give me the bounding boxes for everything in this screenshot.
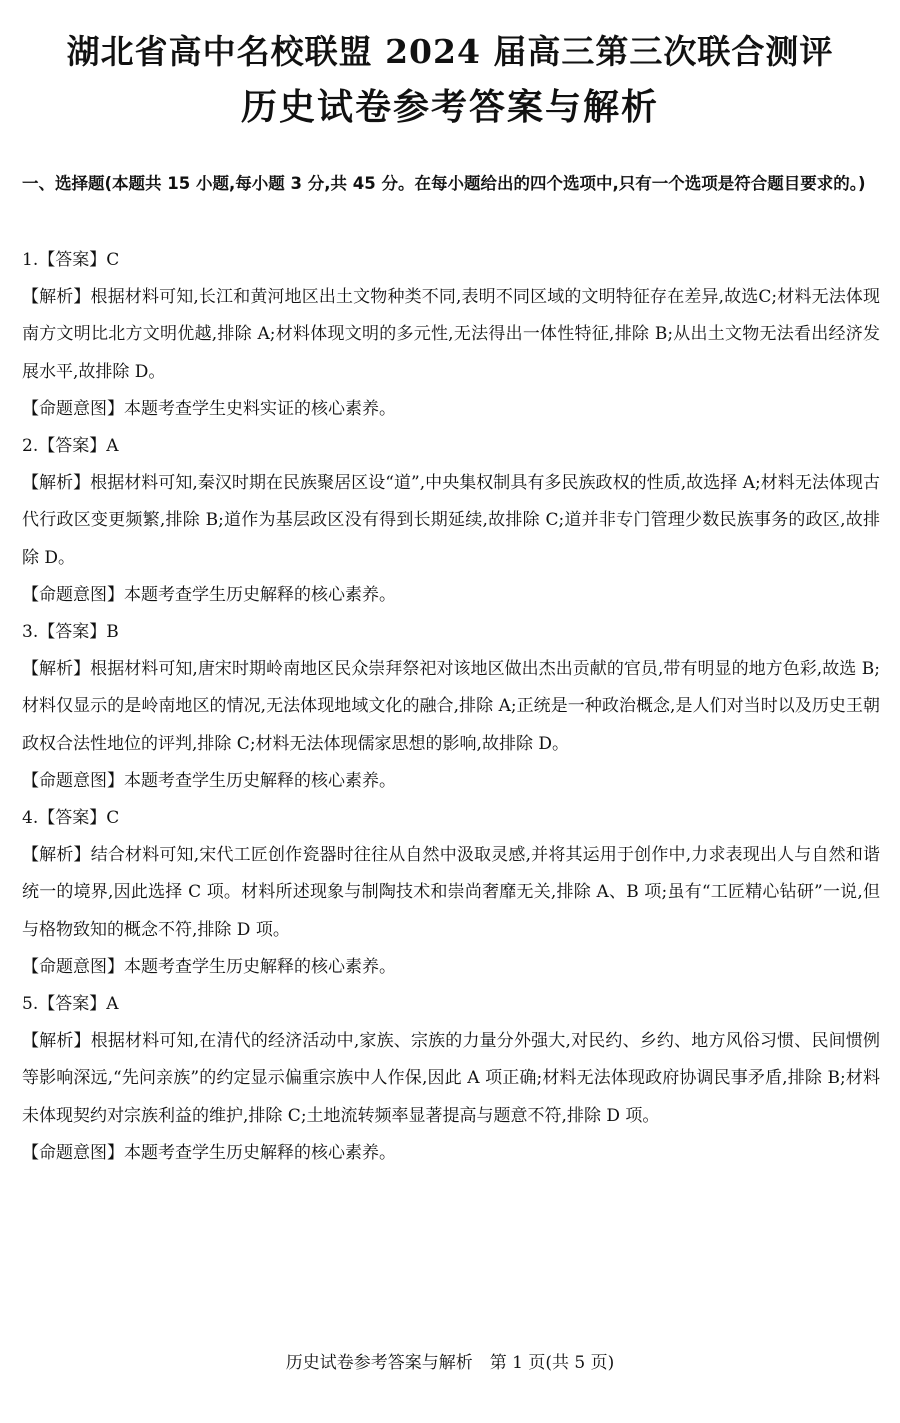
- exam-title: 湖北省高中名校联盟 2024 届高三第三次联合测评: [66, 32, 834, 71]
- analysis-paragraph: 【解析】结合材料可知,宋代工匠创作瓷器时往往从自然中汲取灵感,并将其运用于创作中,力求表现出人与自然和谐统一的境界,因此选择 C 项。材料所述现象与制陶技术和崇尚奢靡无关,排除 A、B 项;虽有“工匠精心钻研”一说,但与格物致知的概念不符,排除 D 项。: [22, 845, 880, 940]
- answer-item-3: [22, 614, 880, 800]
- answer-line: 3.【答案】B: [22, 622, 119, 643]
- document-subtitle: 历史试卷参考答案与解析: [240, 87, 659, 128]
- answer-line: 5.【答案】A: [22, 994, 119, 1015]
- analysis-paragraph: 【解析】根据材料可知,长江和黄河地区出土文物种类不同,表明不同区域的文明特征存在差异,故选C;材料无法体现南方文明比北方文明优越,排除 A;材料体现文明的多元性,无法得出一体性特征,排除 B;从出土文物无法看出经济发展水平,故排除 D。: [22, 287, 880, 382]
- intent-line: 【命题意图】本题考查学生历史解释的核心素养。: [22, 1142, 396, 1163]
- section-heading: 一、选择题(本题共 15 小题,每小题 3 分,共 45 分。在每小题给出的四个选项中,只有一个选项是符合题目要求的。): [22, 174, 866, 193]
- page-footer: 历史试卷参考答案与解析 第 1 页(共 5 页): [285, 1353, 615, 1373]
- intent-line: 【命题意图】本题考查学生历史解释的核心素养。: [22, 956, 396, 977]
- intent-line: 【命题意图】本题考查学生历史解释的核心素养。: [22, 584, 396, 605]
- intent-line: 【命题意图】本题考查学生史料实证的核心素养。: [22, 398, 396, 419]
- answer-item-1: [22, 242, 880, 428]
- answer-line: 2.【答案】A: [22, 436, 119, 457]
- analysis-paragraph: 【解析】根据材料可知,在清代的经济活动中,家族、宗族的力量分外强大,对民约、乡约、地方风俗习惯、民间惯例等影响深远,“先问亲族”的约定显示偏重宗族中人作保,因此 A 项正确;材料无法体现政府协调民事矛盾,排除 B;材料未体现契约对宗族利益的维护,排除 C;土地流转频率显著提高与题意不符,排除 D 项。: [22, 1031, 880, 1126]
- answer-line: 4.【答案】C: [22, 808, 120, 829]
- answer-item-4: [22, 800, 880, 986]
- answer-item-2: [22, 428, 880, 614]
- answer-item-5: [22, 986, 880, 1172]
- analysis-paragraph: 【解析】根据材料可知,唐宋时期岭南地区民众崇拜祭祀对该地区做出杰出贡献的官员,带有明显的地方色彩,故选 B;材料仅显示的是岭南地区的情况,无法体现地域文化的融合,排除 A;正统是一种政治概念,是人们对当时以及历史王朝政权合法性地位的评判,排除 C;材料无法体现儒家思想的影响,故排除 D。: [22, 659, 880, 754]
- answers-content: [22, 242, 880, 1172]
- intent-line: 【命题意图】本题考查学生历史解释的核心素养。: [22, 770, 396, 791]
- answer-line: 1.【答案】C: [22, 250, 120, 270]
- analysis-paragraph: 【解析】根据材料可知,秦汉时期在民族聚居区设“道”,中央集权制具有多民族政权的性质,故选择 A;材料无法体现古代行政区变更频繁,排除 B;道作为基层政区没有得到长期延续,故排除 C;道并非专门管理少数民族事务的政区,故排除 D。: [22, 473, 880, 568]
